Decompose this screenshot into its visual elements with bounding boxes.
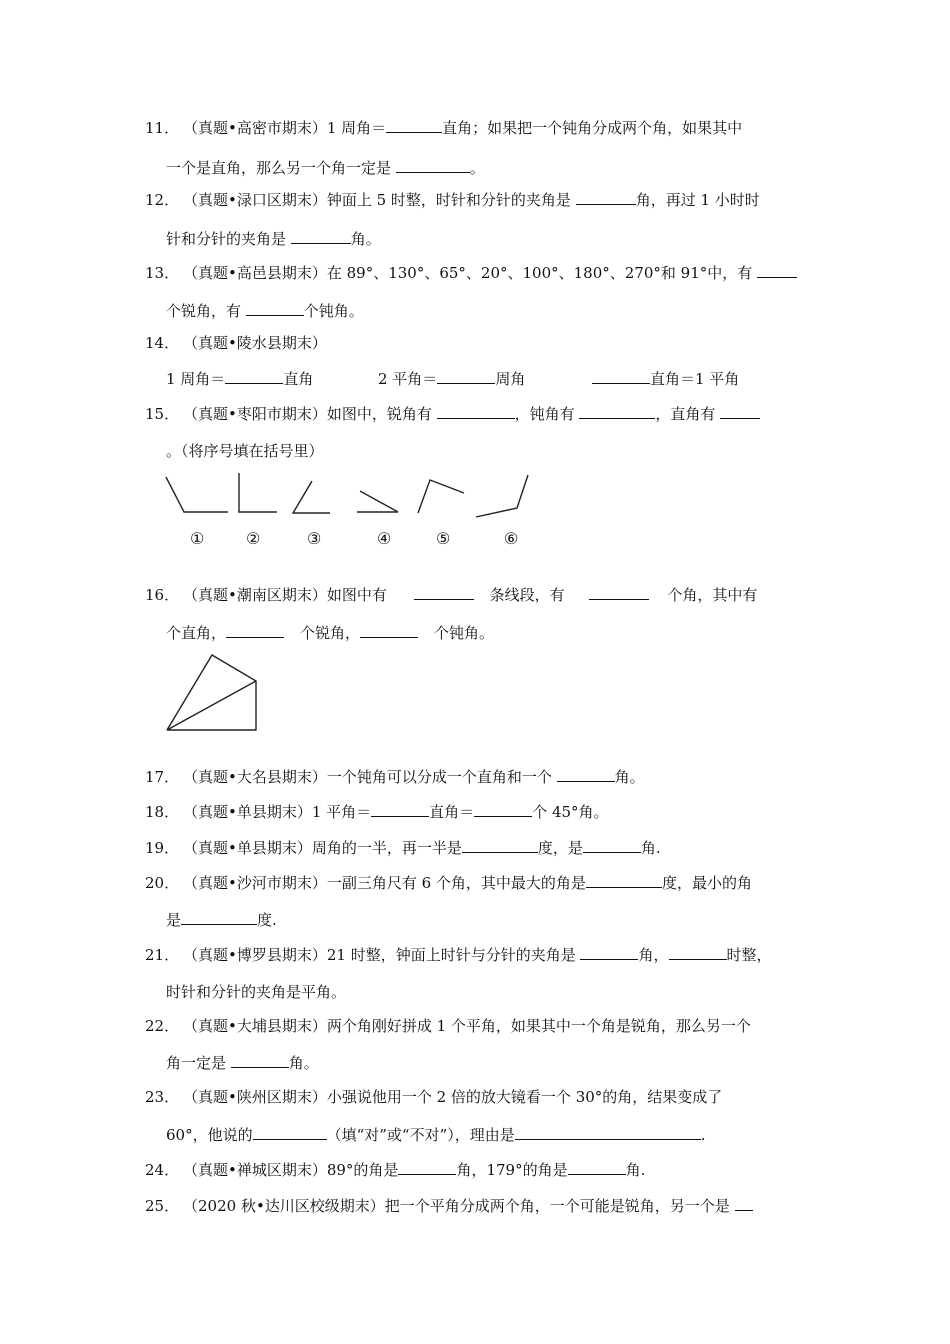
question-23-cont: 60°，他说的 （填“对”或“不对”），理由是 . (166, 1126, 706, 1144)
answer-blank[interactable] (231, 1067, 289, 1068)
question-16: 16． （真题•潮南区期末）如图中有 条线段，有 个角，其中有 (145, 586, 758, 604)
question-20: 20． （真题•沙河市期末）一副三角尺有 6 个角，其中最大的角是 度，最小的角 (145, 874, 752, 892)
answer-blank[interactable] (462, 852, 538, 853)
question-23: 23． （真题•陕州区期末）小强说他用一个 2 倍的放大镜看一个 30°的角，结果变成了 (145, 1088, 723, 1106)
question-14-part-2: 2 平角＝ 周角 (378, 370, 526, 388)
quadrilateral-outline (167, 655, 256, 730)
angle-5 (418, 480, 464, 513)
answer-blank[interactable] (371, 816, 429, 817)
angle-6 (476, 475, 528, 517)
angle-1 (166, 477, 228, 512)
angle-label-2: ② (246, 529, 261, 548)
question-21: 21． （真题•博罗县期末）21 时整，钟面上时针与分针的夹角是 角， 时整， (145, 946, 772, 964)
answer-blank[interactable] (735, 1210, 753, 1211)
answer-blank[interactable] (557, 781, 615, 782)
answer-blank[interactable] (515, 1139, 701, 1140)
angle-label-6: ⑥ (504, 529, 519, 548)
answer-blank[interactable] (414, 599, 474, 600)
answer-blank[interactable] (568, 1174, 626, 1175)
answer-blank[interactable] (360, 637, 418, 638)
angle-2 (239, 473, 277, 512)
question-number: 11． (145, 119, 180, 137)
angles-figure (160, 472, 540, 524)
question-14-part-1: 1 周角＝ 直角 (166, 370, 314, 388)
question-19: 19． （真题•单县期末）周角的一半，再一半是 度，是 角. (145, 839, 661, 857)
answer-blank[interactable] (398, 1174, 456, 1175)
answer-blank[interactable] (226, 637, 284, 638)
answer-blank[interactable] (396, 172, 470, 173)
angle-label-4: ④ (377, 529, 392, 548)
question-12-cont: 针和分针的夹角是 角。 (166, 230, 381, 248)
question-14: 14． （真题•陵水县期末） (145, 334, 327, 352)
answer-blank[interactable] (583, 852, 641, 853)
question-15: 15． （真题•枣阳市期末）如图中，锐角有 ，钝角有 ，直角有 (145, 404, 760, 424)
question-15-cont: 。（将序号填在括号里） (166, 442, 324, 460)
question-25: 25． （2020 秋•达川区校级期末）把一个平角分成两个角，一个可能是锐角，另一个是 (145, 1196, 753, 1216)
answer-blank[interactable] (437, 418, 515, 419)
answer-blank[interactable] (437, 383, 495, 384)
question-22: 22． （真题•大埔县期末）两个角刚好拼成 1 个平角，如果其中一个角是锐角，那么另一个 (145, 1017, 751, 1035)
answer-blank[interactable] (757, 277, 797, 278)
answer-blank[interactable] (386, 132, 442, 133)
answer-blank[interactable] (225, 383, 283, 384)
answer-blank[interactable] (576, 204, 636, 205)
answer-blank[interactable] (669, 959, 727, 960)
question-21-cont: 时针和分针的夹角是平角。 (166, 983, 347, 1001)
answer-blank[interactable] (181, 924, 257, 925)
angle-label-3: ③ (307, 529, 322, 548)
answer-blank[interactable] (246, 315, 304, 316)
answer-blank[interactable] (586, 887, 662, 888)
answer-blank[interactable] (579, 418, 655, 419)
diagonal-line (167, 681, 256, 730)
question-13-cont: 个锐角，有 个钝角。 (166, 302, 364, 320)
question-11-cont: 一个是直角，那么另一个角一定是 。 (166, 159, 485, 177)
question-17: 17． （真题•大名县期末）一个钝角可以分成一个直角和一个 角。 (145, 768, 645, 786)
question-24: 24． （真题•禅城区期末）89°的角是 角，179°的角是 角. (145, 1161, 646, 1179)
question-11: 11． （真题•高密市期末）1 周角＝ 直角；如果把一个钝角分成两个角，如果其中 (145, 119, 743, 137)
answer-blank[interactable] (291, 243, 351, 244)
answer-blank[interactable] (720, 418, 760, 419)
question-14-part-3: 直角＝1 平角 (592, 369, 739, 389)
question-16-cont: 个直角， 个锐角， 个钝角。 (166, 624, 495, 642)
angle-label-5: ⑤ (436, 529, 451, 548)
angle-label-1: ① (190, 529, 205, 548)
question-20-cont: 是 度. (166, 911, 277, 929)
question-13: 13． （真题•高邑县期末）在 89°、130°、65°、20°、100°、180°、270°和 91°中，有 (145, 263, 797, 283)
answer-blank[interactable] (580, 959, 638, 960)
triangle-figure (160, 648, 264, 738)
answer-blank[interactable] (592, 383, 650, 384)
question-22-cont: 角一定是 角。 (166, 1054, 319, 1072)
answer-blank[interactable] (589, 599, 649, 600)
angle-3 (293, 481, 330, 513)
question-12: 12． （真题•渌口区期末）钟面上 5 时整，时针和分针的夹角是 角，再过 1 小时时 (145, 191, 760, 209)
answer-blank[interactable] (474, 816, 532, 817)
answer-blank[interactable] (253, 1139, 327, 1140)
angle-4 (357, 491, 398, 512)
question-18: 18． （真题•单县期末）1 平角＝ 直角＝ 个 45°角。 (145, 803, 609, 821)
